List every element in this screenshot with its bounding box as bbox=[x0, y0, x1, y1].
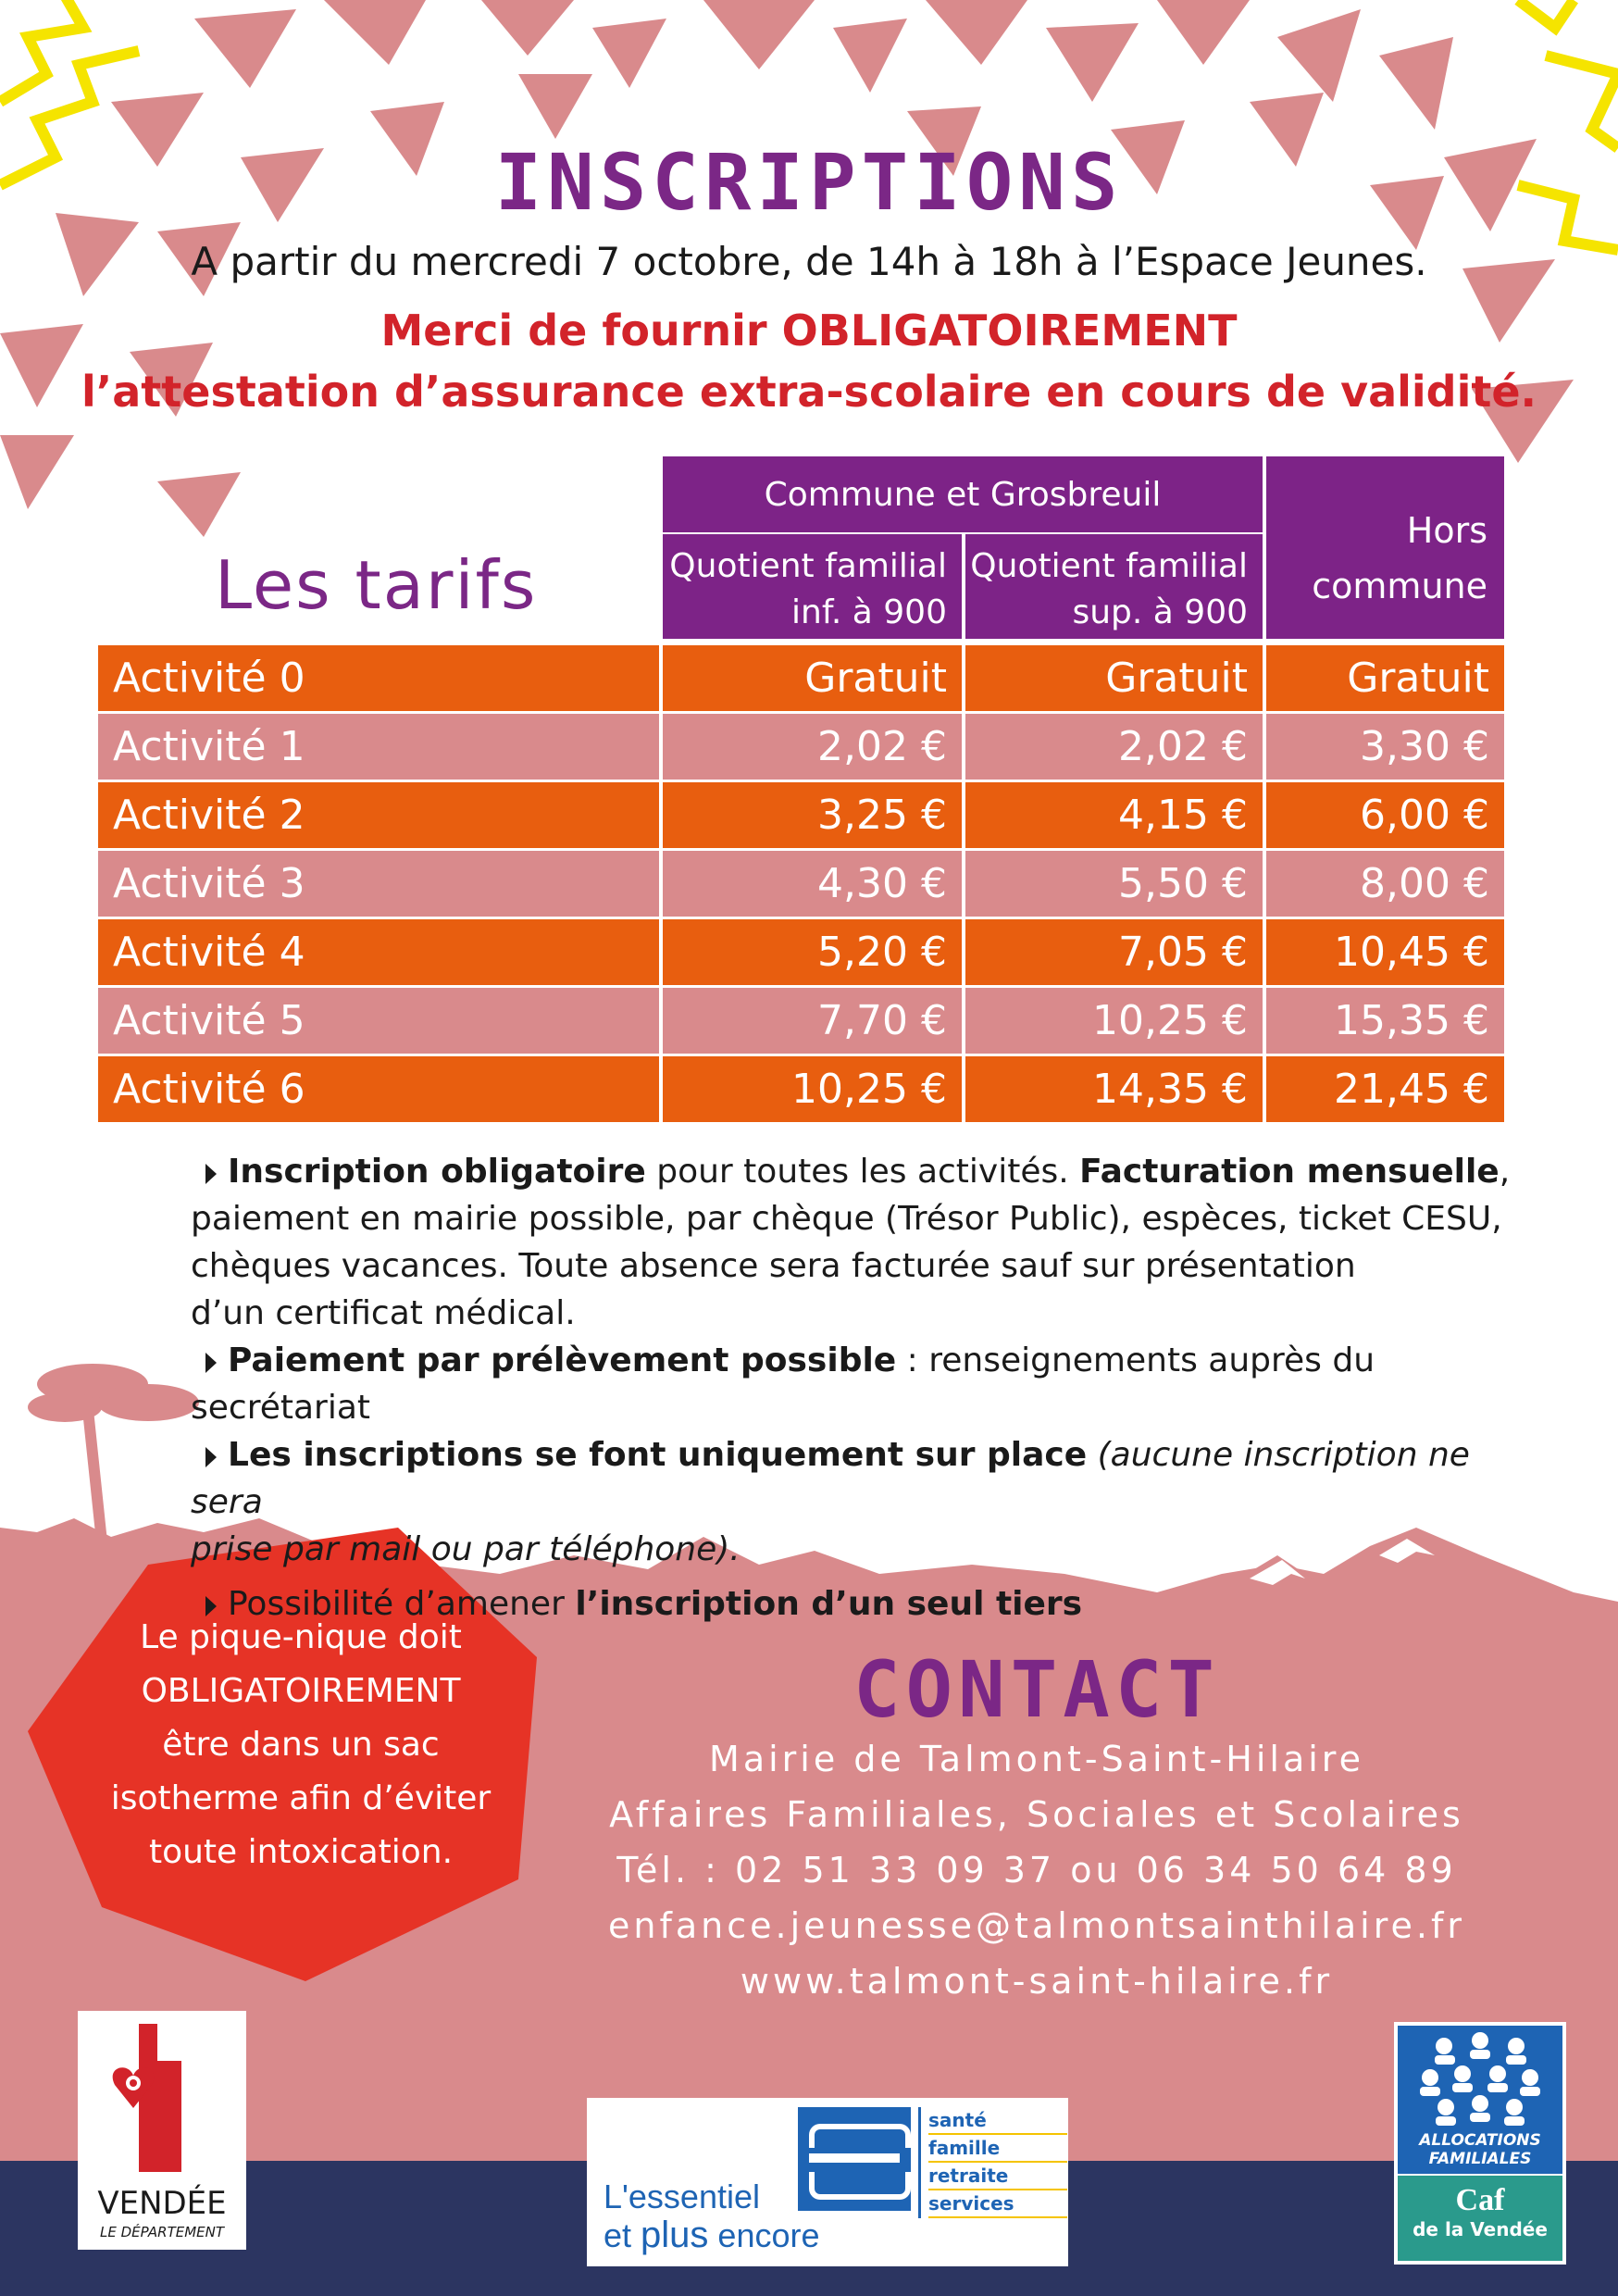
price-hors: 6,00 € bbox=[1266, 782, 1504, 848]
column-header-hors bbox=[1266, 456, 1504, 639]
note-1-bold: Inscription obligatoire bbox=[228, 1153, 646, 1191]
note-3 bbox=[191, 1431, 1524, 1526]
msa-tagline-2a: et bbox=[604, 2216, 641, 2254]
msa-tagline-2b: plus bbox=[641, 2215, 709, 2255]
price-inf: 2,02 € bbox=[663, 714, 962, 780]
msa-tagline-1: L'essentiel bbox=[604, 2177, 760, 2215]
caf-figures-icon bbox=[1398, 2026, 1562, 2174]
price-hors: 10,45 € bbox=[1266, 919, 1504, 985]
table-row bbox=[98, 919, 1504, 985]
msa-tagline-2c: encore bbox=[708, 2216, 820, 2254]
table-row bbox=[98, 714, 1504, 780]
yellow-zigzag-right-2 bbox=[1546, 56, 1618, 148]
msa-service-famille: famille bbox=[928, 2135, 1067, 2163]
note-1-line2: paiement en mairie possible, par chèque (Trésor Public), espèces, ticket CESU, bbox=[191, 1200, 1502, 1238]
column-header-sup bbox=[965, 534, 1263, 639]
caf-logo bbox=[1394, 2022, 1566, 2265]
msa-mark-icon bbox=[798, 2107, 911, 2211]
arrow-right-icon bbox=[205, 1447, 217, 1467]
contact-mairie: Mairie de Talmont-Saint-Hilaire bbox=[709, 1739, 1364, 1779]
note-1-line3: chèques vacances. Toute absence sera facturée sauf sur présentation bbox=[191, 1247, 1356, 1285]
note-2-text: : renseignements auprès du secrétariat bbox=[191, 1341, 1375, 1427]
table-row bbox=[98, 645, 1504, 711]
notes-section bbox=[191, 1148, 1524, 1628]
price-sup: Gratuit bbox=[965, 645, 1263, 711]
registration-date-text: A partir du mercredi 7 octobre, de 14h à 18h à l’Espace Jeunes. bbox=[191, 239, 1427, 284]
price-hors: 15,35 € bbox=[1266, 988, 1504, 1054]
price-inf: 5,20 € bbox=[663, 919, 962, 985]
warning-line-1: Merci de fournir OBLIGATOIREMENT bbox=[380, 306, 1238, 356]
column-header-hors-line1: Hors bbox=[1406, 510, 1487, 551]
caf-allocations bbox=[1398, 2131, 1562, 2168]
yellow-zigzag-right bbox=[1518, 0, 1574, 28]
vendee-sub: LE DÉPARTEMENT bbox=[99, 2224, 225, 2240]
picnic-notice bbox=[102, 1611, 500, 1879]
table-row bbox=[98, 988, 1504, 1054]
picnic-line-3: être dans un sac bbox=[162, 1726, 440, 1764]
caf-name-band bbox=[1398, 2176, 1562, 2261]
row-label: Activité 4 bbox=[98, 919, 659, 985]
column-header-sup-line1: Quotient familial bbox=[970, 547, 1248, 585]
price-inf: 4,30 € bbox=[663, 851, 962, 917]
msa-service-retraite: retraite bbox=[928, 2163, 1067, 2190]
row-label: Activité 2 bbox=[98, 782, 659, 848]
note-1-line4: d’un certificat médical. bbox=[191, 1294, 576, 1332]
price-sup: 10,25 € bbox=[965, 988, 1263, 1054]
price-hors: Gratuit bbox=[1266, 645, 1504, 711]
picnic-line-4: isotherme afin d’éviter bbox=[110, 1779, 492, 1817]
contact-website-link[interactable]: www.talmont-saint-hilaire.fr bbox=[740, 1961, 1334, 2002]
contact-phone: Tél. : 02 51 33 09 37 ou 06 34 50 64 89 bbox=[616, 1850, 1457, 1890]
msa-service-services: services bbox=[928, 2190, 1067, 2218]
arrow-right-icon bbox=[205, 1164, 217, 1184]
price-inf: 3,25 € bbox=[663, 782, 962, 848]
yellow-zigzag-left bbox=[0, 0, 83, 102]
note-3-bold: Les inscriptions se font uniquement sur place bbox=[228, 1436, 1088, 1474]
note-1 bbox=[191, 1148, 1524, 1195]
price-hors: 3,30 € bbox=[1266, 714, 1504, 780]
picnic-line-2: OBLIGATOIREMENT bbox=[141, 1672, 461, 1710]
caf-sub: de la Vendée bbox=[1413, 2218, 1548, 2240]
row-label: Activité 0 bbox=[98, 645, 659, 711]
note-3-italic-2: prise par mail ou par téléphone). bbox=[191, 1530, 741, 1568]
contact-title: CONTACT bbox=[853, 1644, 1220, 1735]
price-sup: 4,15 € bbox=[965, 782, 1263, 848]
note-2 bbox=[191, 1337, 1524, 1431]
row-label: Activité 3 bbox=[98, 851, 659, 917]
price-inf: Gratuit bbox=[663, 645, 962, 711]
caf-line-2: FAMILIALES bbox=[1428, 2150, 1532, 2168]
note-4-bold: l’inscription d’un seul tiers bbox=[575, 1585, 1083, 1623]
column-header-inf bbox=[663, 534, 962, 639]
note-4-text: Possibilité d’amener bbox=[228, 1585, 576, 1623]
picnic-line-5: toute intoxication. bbox=[148, 1833, 454, 1871]
price-hors: 8,00 € bbox=[1266, 851, 1504, 917]
price-inf: 7,70 € bbox=[663, 988, 962, 1054]
note-1-comma: , bbox=[1499, 1153, 1511, 1191]
note-1-bold-2: Facturation mensuelle bbox=[1079, 1153, 1500, 1191]
table-row bbox=[98, 851, 1504, 917]
picnic-line-1: Le pique-nique doit bbox=[140, 1618, 462, 1656]
column-header-hors-line2: commune bbox=[1312, 566, 1487, 606]
row-label: Activité 5 bbox=[98, 988, 659, 1054]
msa-services bbox=[918, 2107, 1067, 2218]
column-group-commune: Commune et Grosbreuil bbox=[663, 456, 1263, 532]
warning-line-2: l’attestation d’assurance extra-scolaire en cours de validité. bbox=[81, 367, 1537, 417]
column-header-sup-line2: sup. à 900 bbox=[1072, 593, 1248, 631]
note-3-line2 bbox=[191, 1526, 1524, 1573]
page-title: INSCRIPTIONS bbox=[494, 137, 1124, 228]
msa-logo bbox=[587, 2098, 1068, 2266]
vendee-name: VENDÉE bbox=[97, 2185, 227, 2222]
price-sup: 2,02 € bbox=[965, 714, 1263, 780]
contact-email-link[interactable]: enfance.jeunesse@talmontsainthilaire.fr bbox=[608, 1905, 1465, 1946]
note-2-bold: Paiement par prélèvement possible bbox=[228, 1341, 897, 1379]
table-row bbox=[98, 1056, 1504, 1122]
tree-decoration bbox=[28, 1364, 199, 1537]
column-header-inf-line2: inf. à 900 bbox=[791, 593, 947, 631]
price-sup: 14,35 € bbox=[965, 1056, 1263, 1122]
row-label: Activité 1 bbox=[98, 714, 659, 780]
table-row bbox=[98, 782, 1504, 848]
msa-service-sante: santé bbox=[928, 2107, 1067, 2135]
contact-service: Affaires Familiales, Sociales et Scolaires bbox=[609, 1794, 1464, 1835]
vendee-logo bbox=[78, 2011, 246, 2250]
tarifs-title: Les tarifs bbox=[215, 546, 538, 624]
note-1-text: pour toutes les activités. bbox=[645, 1153, 1080, 1191]
price-inf: 10,25 € bbox=[663, 1056, 962, 1122]
price-hors: 21,45 € bbox=[1266, 1056, 1504, 1122]
arrow-right-icon bbox=[205, 1353, 217, 1373]
price-sup: 7,05 € bbox=[965, 919, 1263, 985]
row-label: Activité 6 bbox=[98, 1056, 659, 1122]
caf-name: Caf bbox=[1455, 2183, 1505, 2217]
column-header-inf-line1: Quotient familial bbox=[669, 547, 947, 585]
caf-line-1: ALLOCATIONS bbox=[1419, 2131, 1541, 2150]
price-sup: 5,50 € bbox=[965, 851, 1263, 917]
msa-tagline-2 bbox=[604, 2215, 820, 2256]
note-3-italic: (aucune inscription ne sera bbox=[191, 1436, 1470, 1521]
